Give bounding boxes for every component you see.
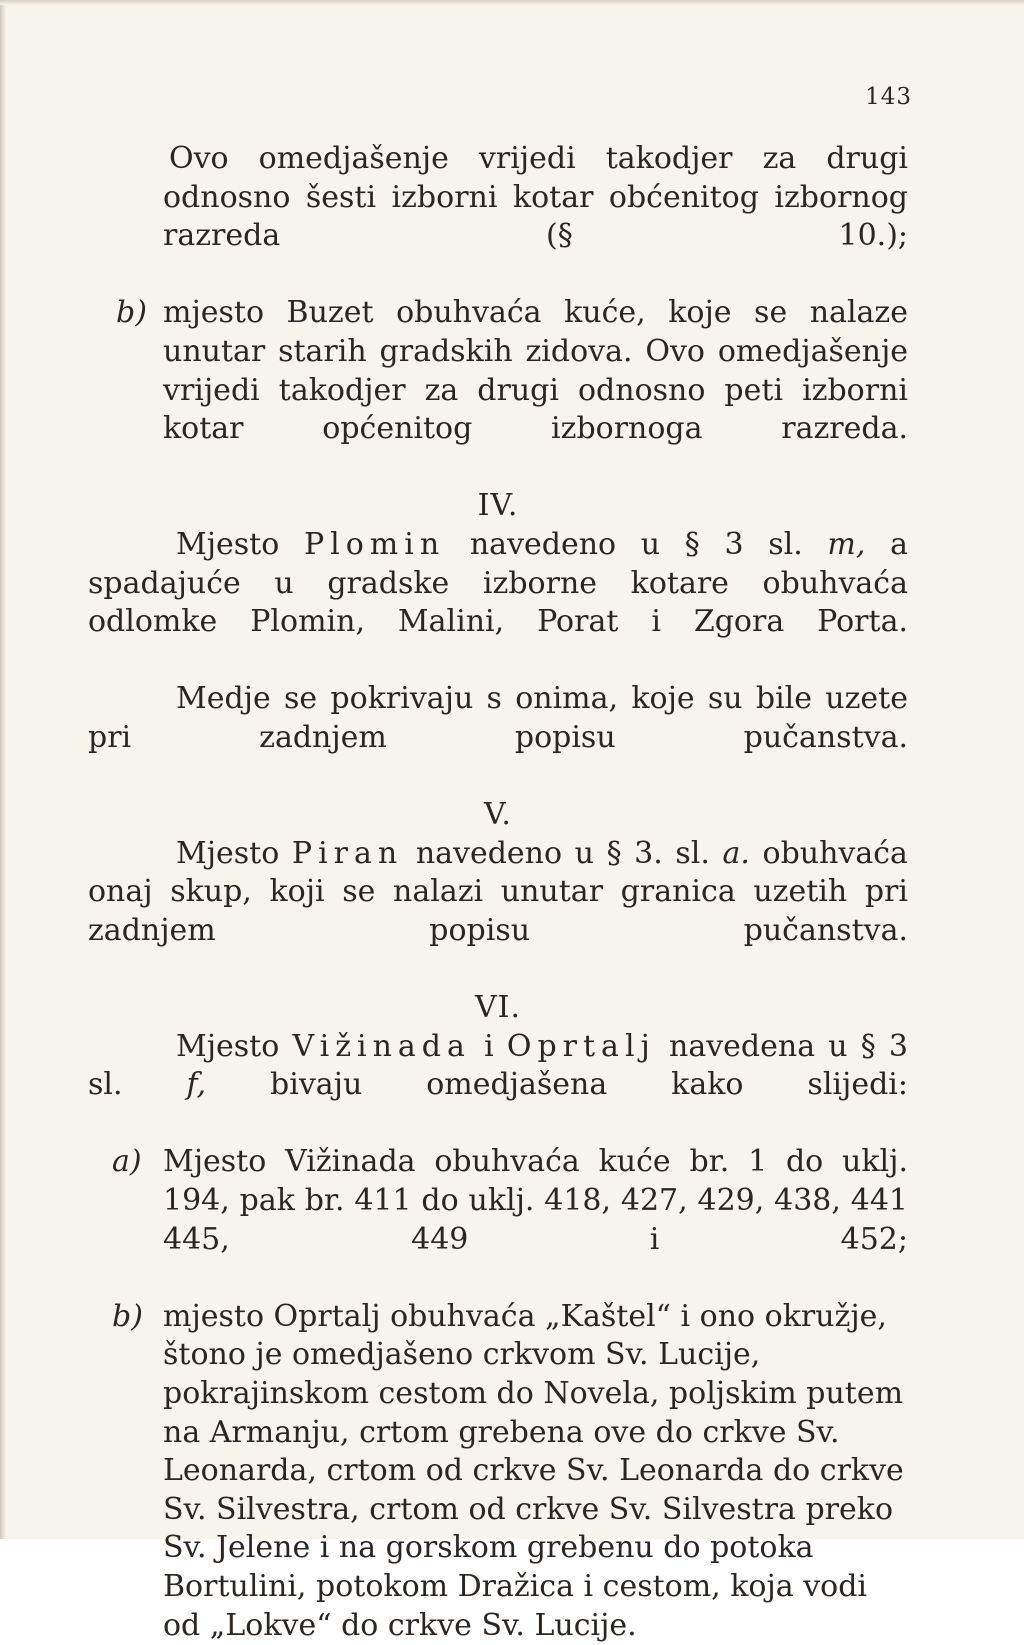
place-name-piran: Piran xyxy=(291,835,404,871)
paragraph-piran xyxy=(88,835,908,989)
section-heading-v: V. xyxy=(484,797,512,833)
list-marker-b: b) xyxy=(116,295,147,331)
list-marker-a: a) xyxy=(112,1144,142,1180)
text-run: bivaju omedjašena kako slijedi: xyxy=(270,1067,908,1103)
paragraph-b1-continuation: Ovo omedjašenje vrijedi takodjer za drugi odnosno šesti izborni kotar obćenitog izbornog razreda (§ 10.); xyxy=(163,141,908,254)
page-text xyxy=(88,140,908,1645)
text-run: Mjesto xyxy=(176,835,280,871)
paragraph-vizinada-oprtalj xyxy=(88,1028,908,1144)
paragraph-medje: Medje se pokrivaju s onima, koje su bile uzete pri zadnjem popisu pučanstva. xyxy=(88,681,908,755)
section-heading-vi: VI. xyxy=(474,990,522,1026)
page-number: 143 xyxy=(865,84,912,110)
page-top-edge xyxy=(0,0,1024,5)
reference-letter: m, xyxy=(827,526,866,562)
list-item-b-buzet xyxy=(88,294,908,487)
list-item-text: mjesto Oprtalj obuhvaća „Kaštel“ i ono okružje, štono je omedjašeno crkvom Sv. Lucije, pokrajinskom cestom do Novela, poljskim putem na Armanju, crtom grebena ove do crkve Sv. Leonarda, crtom od crkve Sv. Leonarda do crkve Sv. Silvestra, crtom od crkve Sv. Silvestra preko Sv. Jelene i na gorskom grebenu do potoka Bortulini, potokom Dražica i cestom, koja vodi od „Lokve“ do crkve Sv. Lucije. xyxy=(163,1298,904,1643)
text-run: Mjesto xyxy=(176,526,280,562)
list-item-b-oprtalj xyxy=(88,1298,908,1645)
section-heading-iv: IV. xyxy=(477,488,519,524)
text-run: Mjesto xyxy=(176,1028,280,1064)
reference-letter: a. xyxy=(722,835,750,871)
place-name-vizinada: Vižinada xyxy=(292,1028,471,1064)
text-run: navedeno u § 3. sl. xyxy=(415,835,710,871)
place-name-oprtalj: Oprtalj xyxy=(506,1028,656,1064)
paragraph-plomin xyxy=(88,526,908,680)
page-left-edge xyxy=(0,0,6,1539)
reference-letter: f, xyxy=(186,1067,207,1103)
text-run: obuhvaća onaj skup, koji se nalazi unutar granica uzetih pri zadnjem popisu pučanstva. xyxy=(88,835,908,948)
text-run: navedena u § 3 sl. xyxy=(88,1028,908,1103)
list-item-text: mjesto Buzet obuhvaća kuće, koje se nalaze unutar starih gradskih zidova. Ovo omedjašenje vrijedi takodjer za drugi odnosno peti izborni kotar općenitog izbornoga razreda. xyxy=(163,295,908,447)
text-run: a spadajuće u gradske izborne kotare obuhvaća odlomke Plomin, Malini, Porat i Zgora Porta. xyxy=(88,526,908,640)
list-item-a-vizinada xyxy=(88,1143,908,1297)
list-marker-b: b) xyxy=(112,1298,143,1334)
place-name-plomin: Plomin xyxy=(303,526,446,562)
text-run: i xyxy=(484,1028,494,1064)
text-run: navedeno u § 3 sl. xyxy=(469,526,803,562)
list-item-text: Mjesto Vižinada obuhvaća kuće br. 1 do uklj. 194, pak br. 411 do uklj. 418, 427, 429, 438, 441 445, 449 i 452; xyxy=(163,1144,908,1257)
